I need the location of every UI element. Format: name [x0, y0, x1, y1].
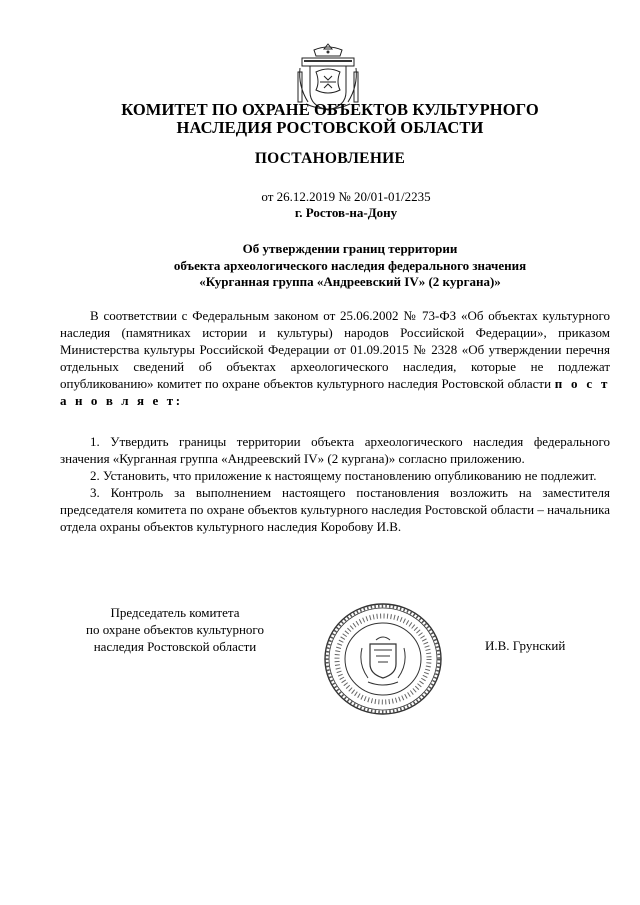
- position-line-1: Председатель комитета: [110, 605, 240, 620]
- signer-name: И.В. Грунский: [485, 638, 566, 653]
- subject-line-3: «Курганная группа «Андреевский IV» (2 кургана)»: [199, 274, 501, 289]
- subject-line-1: Об утверждении границ территории: [242, 241, 458, 256]
- official-seal-icon: [322, 600, 444, 718]
- document-subject: [60, 241, 640, 291]
- position-line-2: по охране объектов культурного: [86, 622, 264, 637]
- decree-word: п о с т а н о в л я е т:: [60, 376, 610, 408]
- city: г. Ростов-на-Дону: [294, 205, 398, 220]
- preamble-paragraph: [60, 307, 610, 409]
- resolution-items: [60, 433, 610, 535]
- item-3: 3. Контроль за выполнением настоящего постановления возложить на заместителя председателя комитета по охране объектов культурного наследия Ростовской области – начальника отдела охраны объектов культурного наследия Коробову И.В.: [60, 485, 610, 534]
- subject-line-2: объекта археологического наследия федерального значения: [173, 257, 527, 273]
- item-1: 1. Утвердить границы территории объекта археологического наследия федерального значения «Курганная группа «Андреевский IV» (2 кургана)» согласно приложению.: [60, 434, 610, 466]
- org-line-2: НАСЛЕДИЯ РОСТОВСКОЙ ОБЛАСТИ: [176, 118, 484, 137]
- date-and-number: от 26.12.2019 № 20/01-01/2235: [261, 189, 431, 204]
- document-type: ПОСТАНОВЛЕНИЕ: [254, 150, 406, 167]
- position-line-3: наследия Ростовской области: [93, 639, 257, 654]
- preamble-text: В соответствии с Федеральным законом от 25.06.2002 № 73-ФЗ «Об объектах культурного наследия (памятниках истории и культуры) народов Российской Федерации», приказом Министерства культуры Российской Федерации от 01.09.2015 № 2328 «Об утверждении перечня отдельных сведений об объектах археологического наследия, которые не подлежат опубликованию» комитет по охране объектов культурного наследия Ростовской области: [60, 308, 610, 391]
- signatory-position: [60, 604, 290, 655]
- item-2: 2. Установить, что приложение к настоящему постановлению опубликованию не подлежит.: [90, 468, 597, 483]
- org-line-1: КОМИТЕТ ПО ОХРАНЕ ОБЪЕКТОВ КУЛЬТУРНОГО: [121, 100, 539, 119]
- organization-name: [40, 101, 620, 137]
